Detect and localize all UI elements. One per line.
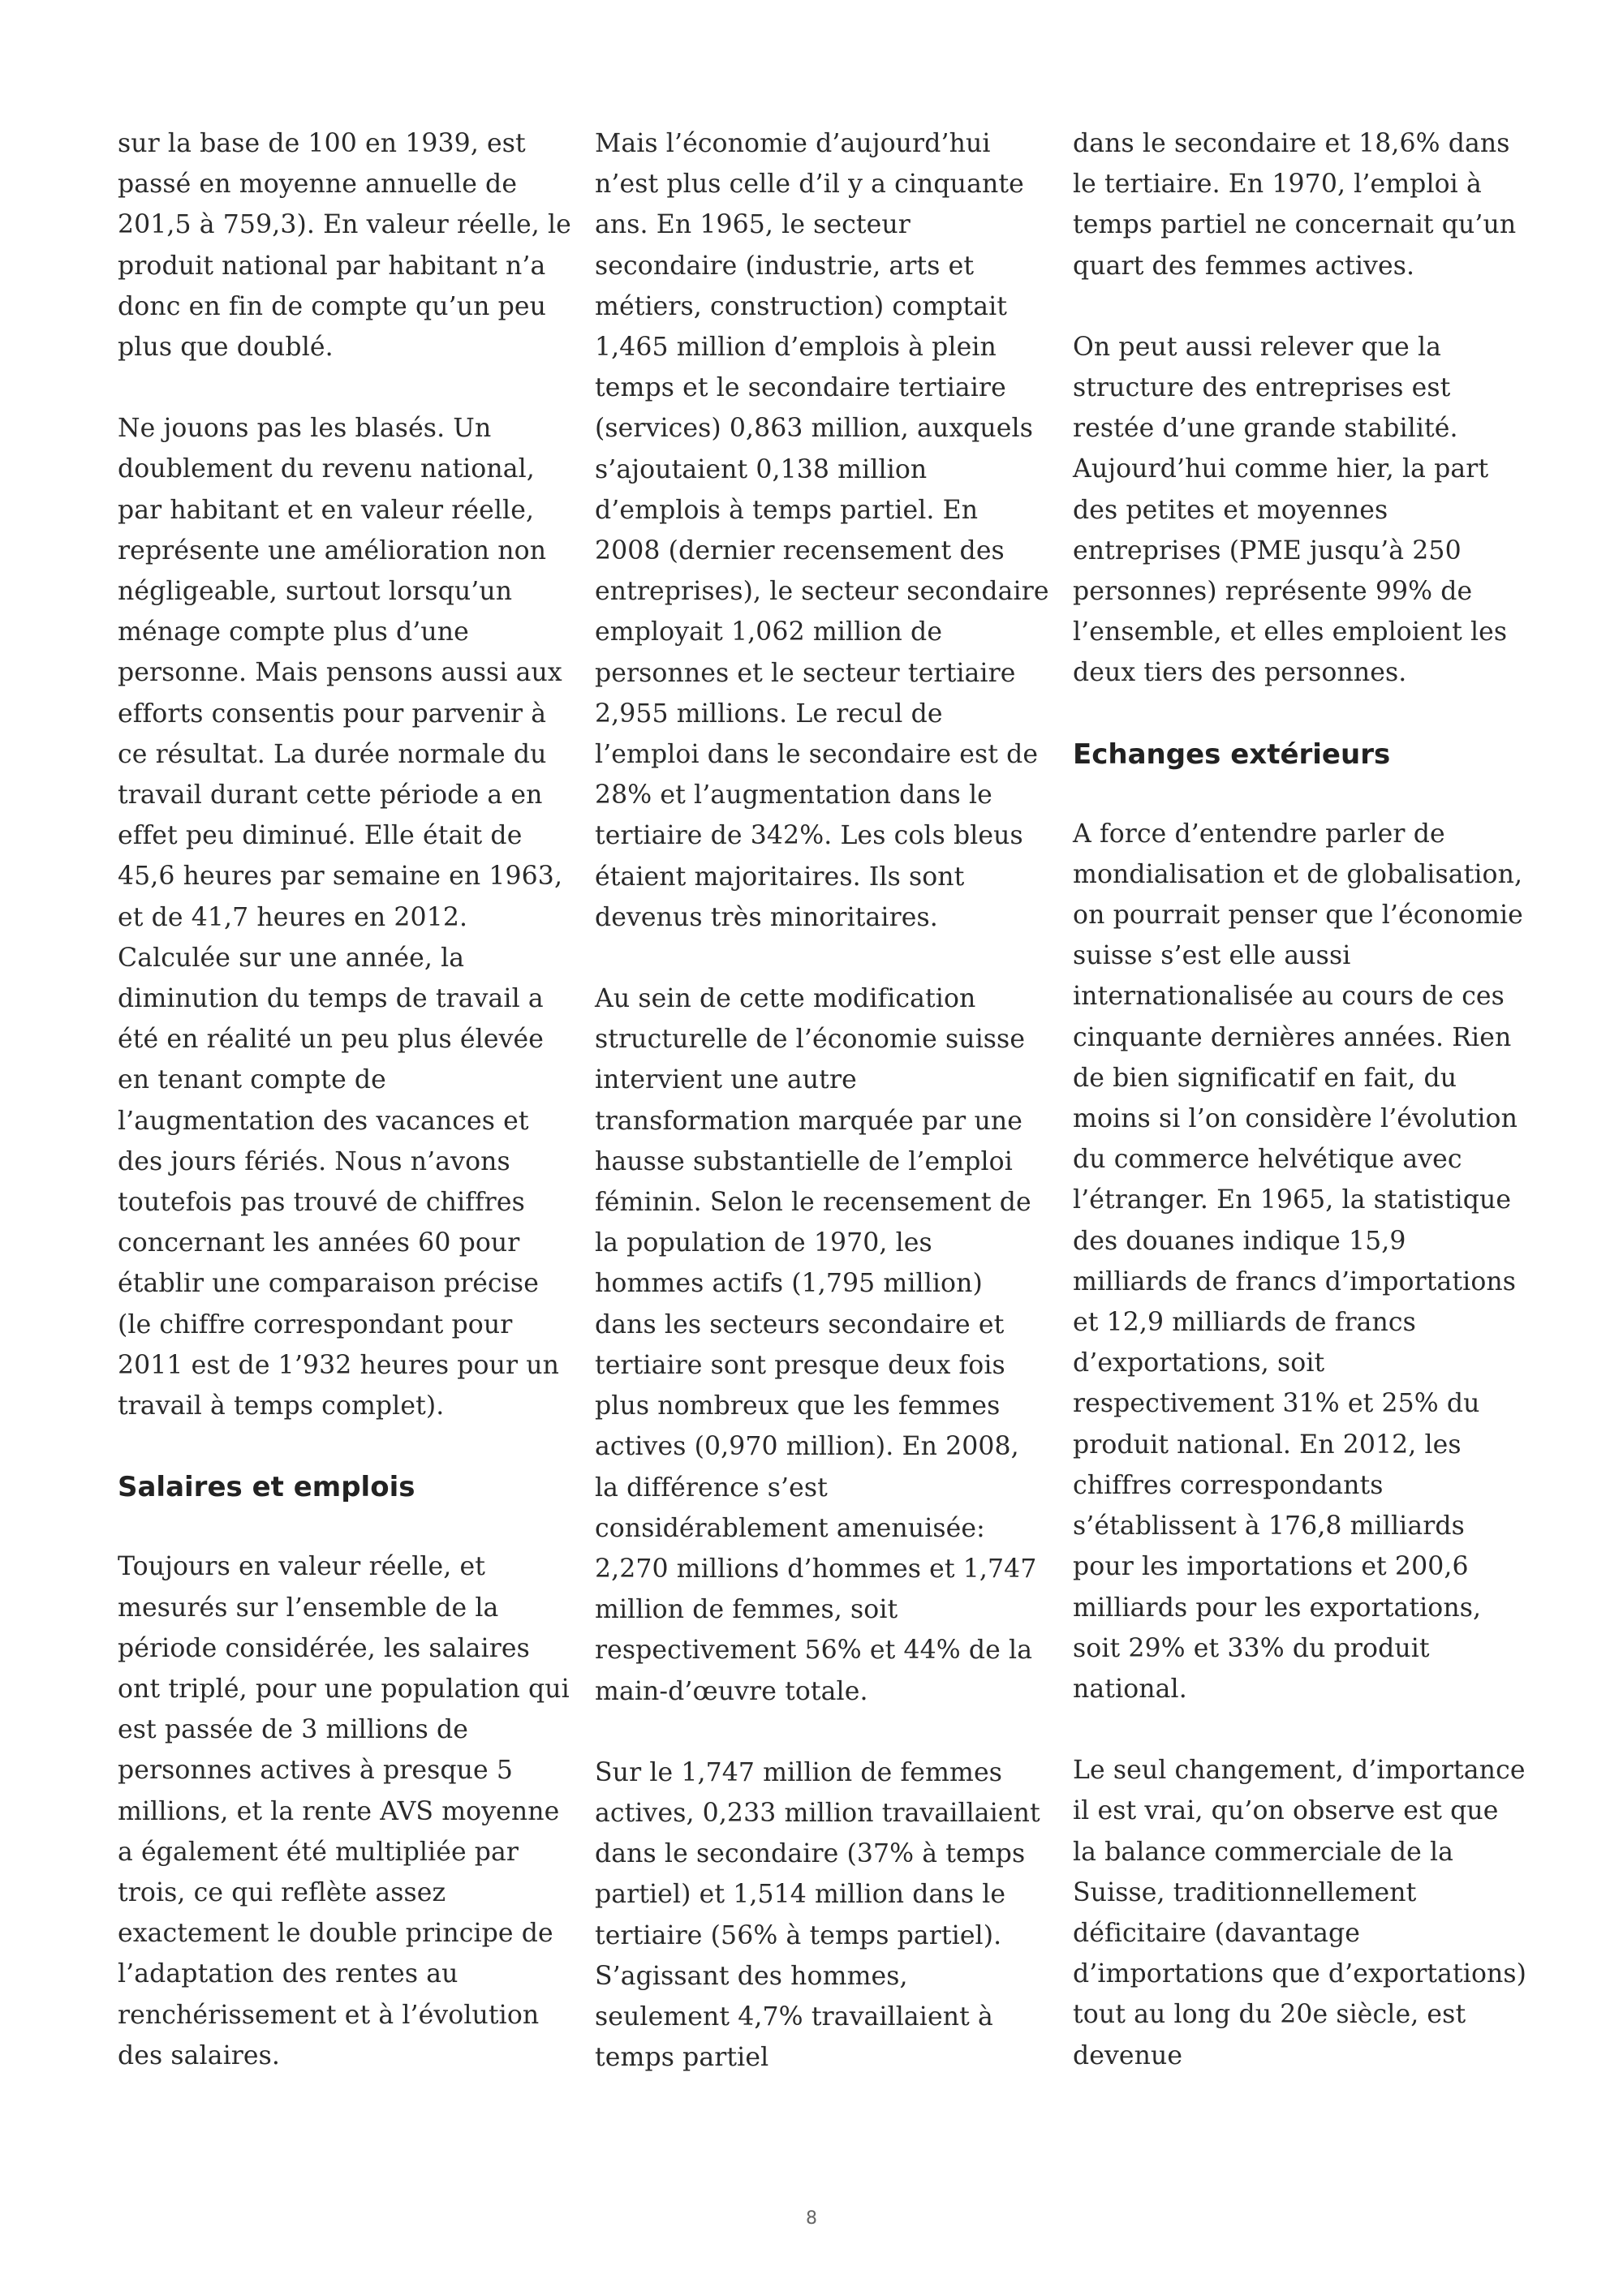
paragraph: A force d’entendre parler de mondialisation et de globalisation, on pourrait penser que l’économie suisse s’est elle aussi internationalisée au cours de ces cinquante dernières années. Rien de bien significatif en fait, du moins si l’on considère l’évolution du commerce helvétique avec l’étranger. En 1965, la statistique des douanes indique 15,9 milliards de francs d’importations et 12,9 milliards de francs d’exportations, soit respectivement 31% et 25% du produit national. En 2012, les chiffres correspondants s’établissent à 176,8 milliards pour les importations et 200,6 milliards pour les exportations, soit 29% et 33% du produit national. [1073,819,1523,1704]
text-column-1 [118,123,572,2117]
paragraph: dans le secondaire et 18,6% dans le tertiaire. En 1970, l’emploi à temps partiel ne concernait qu’un quart des femmes actives. [1073,129,1517,281]
section-heading-echanges: Echanges extérieurs [1073,737,1391,771]
paragraph: Mais l’économie d’aujourd’hui n’est plus celle d’il y a cinquante ans. En 1965, le secteur secondaire (industrie, arts et métiers, construction) comptait 1,465 million d’emplois à plein temps et le secondaire tertiaire (services) 0,863 million, auxquels s’ajoutaient 0,138 million d’emplois à temps partiel. En 2008 (dernier recensement des entreprises), le secteur secondaire employait 1,062 million de personnes et le secteur tertiaire 2,955 millions. Le recul de l’emploi dans le secondaire est de 28% et l’augmentation dans le tertiaire de 342%. Les cols bleus étaient majoritaires. Ils sont devenus très minoritaires. [595,129,1049,932]
section-heading-salaires: Salaires et emplois [118,1471,415,1504]
text-column-2 [595,123,1049,2118]
paragraph: sur la base de 100 en 1939, est passé en moyenne annuelle de 201,5 à 759,3). En valeur réelle, le produit national par habitant n’a donc en fin de compte qu’un peu plus que doublé. [118,129,571,363]
paragraph: Ne jouons pas les blasés. Un doublement du revenu national, par habitant et en valeur réelle, représente une amélioration non négligeable, surtout lorsqu’un ménage compte plus d’une personne. Mais pensons aussi aux efforts consentis pour parvenir à ce résultat. La durée normale du travail durant cette période a en effet peu diminué. Elle était de 45,6 heures par semaine en 1963, et de 41,7 heures en 2012. Calculée sur une année, la diminution du temps de travail a été en réalité un peu plus élevée en tenant compte de l’augmentation des vacances et des jours fériés. Nous n’avons toutefois pas trouvé de chiffres concernant les années 60 pour établir une comparaison précise (le chiffre correspondant pour 2011 est de 1’932 heures pour un travail à temps complet). [118,414,563,1421]
paragraph: Le seul changement, d’importance il est vrai, qu’on observe est que la balance commerciale de la Suisse, traditionnellement déficitaire (davantage d’importations que d’exportations) tout au long du 20e siècle, est devenue [1073,1756,1527,2070]
text-column-3 [1073,123,1527,2117]
page-number: 8 [806,2208,817,2229]
paragraph: Au sein de cette modification structurelle de l’économie suisse intervient une autre transformation marquée par une hausse substantielle de l’emploi féminin. Selon le recensement de la population de 1970, les hommes actifs (1,795 million) dans les secteurs secondaire et tertiaire sont presque deux fois plus nombreux que les femmes actives (0,970 million). En 2008, la différence s’est considérablement amenuisée: 2,270 millions d’hommes et 1,747 million de femmes, soit respectivement 56% et 44% de la main-d’œuvre totale. [595,984,1037,1706]
paragraph: On peut aussi relever que la structure des entreprises est restée d’une grande stabilité. Aujourd’hui comme hier, la part des petites et moyennes entreprises (PME jusqu’à 250 personnes) représente 99% de l’ensemble, et elles emploient les deux tiers des personnes. [1073,332,1508,688]
paragraph: Toujours en valeur réelle, et mesurés sur l’ensemble de la période considérée, les salaires ont triplé, pour une population qui est passée de 3 millions de personnes actives à presque 5 millions, et la rente AVS moyenne a également été multipliée par trois, ce qui reflète assez exactement le double principe de l’adaptation des rentes au renchérissement et à l’évolution des salaires. [118,1552,570,2070]
paragraph: Sur le 1,747 million de femmes actives, 0,233 million travaillaient dans le secondaire (37% à temps partiel) et 1,514 million dans le tertiaire (56% à temps partiel). S’agissant des hommes, seulement 4,7% travaillaient à temps partiel [595,1757,1040,2073]
